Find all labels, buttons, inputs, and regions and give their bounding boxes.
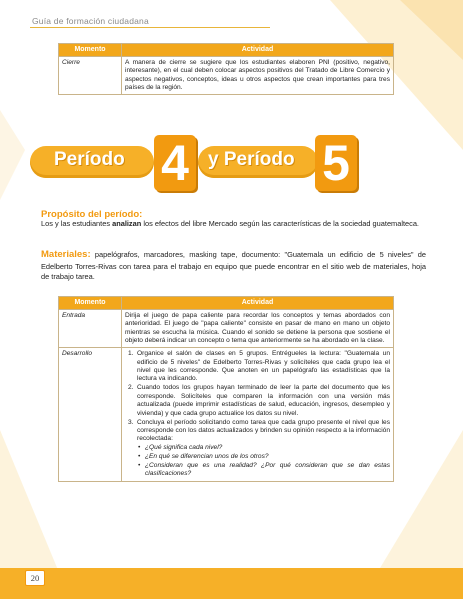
activity-cell: A manera de cierre se sugiere que los estudiantes elaboren PNI (positivo, negativo, interesante), en el cual deben colocar aspectos positivos del Tratado de Libre Comercio y aspectos negativos, conceptos, ideas u otros aspectos que crean importantes para tres países de la región.	[122, 56, 394, 94]
activity-cell: Dirija el juego de papa caliente para recordar los conceptos y temas abordados con anterioridad. El juego de "papa caliente" consiste en pasar de mano en mano un objeto mientras se escucha la música. Cuando el sonido se detiene la persona que sostiene el objeto deberá indicar un concepto o tema que anteriormente se ha abordado en la clase.	[122, 309, 394, 347]
list-item: • ¿Consideran que es una realidad? ¿Por qué consideran que se dan estas clasificaciones?	[137, 462, 390, 479]
running-header: Guía de formación ciudadana	[32, 16, 149, 26]
footer-bar	[0, 568, 463, 599]
purpose-text-post: los efectos del libre Mercado según las características de la sociedad guatemalteca.	[143, 219, 419, 228]
list-item: • ¿Qué significa cada nivel?	[137, 444, 390, 452]
column-header-actividad: Actividad	[122, 44, 394, 57]
list-item: • ¿En qué se diferencian unos de los otros?	[137, 453, 390, 461]
activity-table-cierre	[58, 43, 394, 95]
step-text: Organice el salón de clases en 5 grupos. Entrégueles la lectura: "Guatemala un edificio de 5 niveles" de Edelberto Torres-Rivas y solicíteles que cada grupo lea el nivel que les corresponde. Que anoten en un papelógrafo las estadísticas que la lectura va indicando.	[137, 350, 390, 383]
list-item	[125, 419, 390, 479]
period-banner	[30, 133, 440, 195]
purpose-heading: Propósito del período:	[41, 209, 143, 220]
period-label-1: Período	[54, 149, 125, 170]
table-row	[59, 56, 394, 94]
header-rule	[30, 27, 270, 28]
materials-block	[41, 249, 426, 282]
list-item	[125, 350, 390, 384]
column-header-actividad: Actividad	[122, 297, 394, 310]
column-header-momento: Momento	[59, 44, 122, 57]
materials-heading: Materiales:	[41, 249, 91, 260]
table-row	[59, 348, 394, 482]
list-item	[125, 384, 390, 418]
purpose-text-bold: analizan	[112, 219, 142, 228]
period-number-4: 4	[154, 135, 196, 191]
questions-list	[137, 444, 390, 479]
period-label-2: y Período	[208, 149, 295, 170]
steps-list	[125, 350, 390, 479]
purpose-text-pre: Los y las estudiantes	[41, 219, 111, 228]
step-number: 2.	[128, 384, 134, 392]
page-number: 20	[25, 570, 45, 586]
step-text: Cuando todos los grupos hayan terminado de leer la parte del documento que les corresponde. Solicíteles que comparen la información con una versión más actualizada (puede imprimir estadísticas de salud, educación, ingresos, desempleo y vivienda) y que cada grupo actualice los datos su nivel.	[137, 384, 390, 417]
step-number: 1.	[128, 350, 134, 358]
period-number-5: 5	[315, 135, 357, 191]
moment-cell: Cierre	[59, 56, 122, 94]
moment-cell: Desarrollo	[59, 348, 122, 482]
purpose-text	[41, 219, 426, 229]
step-text: Concluya el período solicitando como tarea que cada grupo presente el nivel que les corresponde con los datos actualizados y brinden su opinión respecto a la información recolectada:	[137, 418, 390, 443]
table-row	[59, 309, 394, 347]
moment-cell: Entrada	[59, 309, 122, 347]
step-number: 3.	[128, 418, 134, 426]
column-header-momento: Momento	[59, 297, 122, 310]
materials-text: papelógrafos, marcadores, masking tape, documento: "Guatemala un edificio de 5 niveles" de Edelberto Torres-Rivas con tarea para el trabajo en equipo que puede encontrar en el sitio web de materiales, hoja de trabajo tarea.	[41, 250, 426, 281]
activity-cell	[122, 348, 394, 482]
activity-table-periodo	[58, 296, 394, 482]
